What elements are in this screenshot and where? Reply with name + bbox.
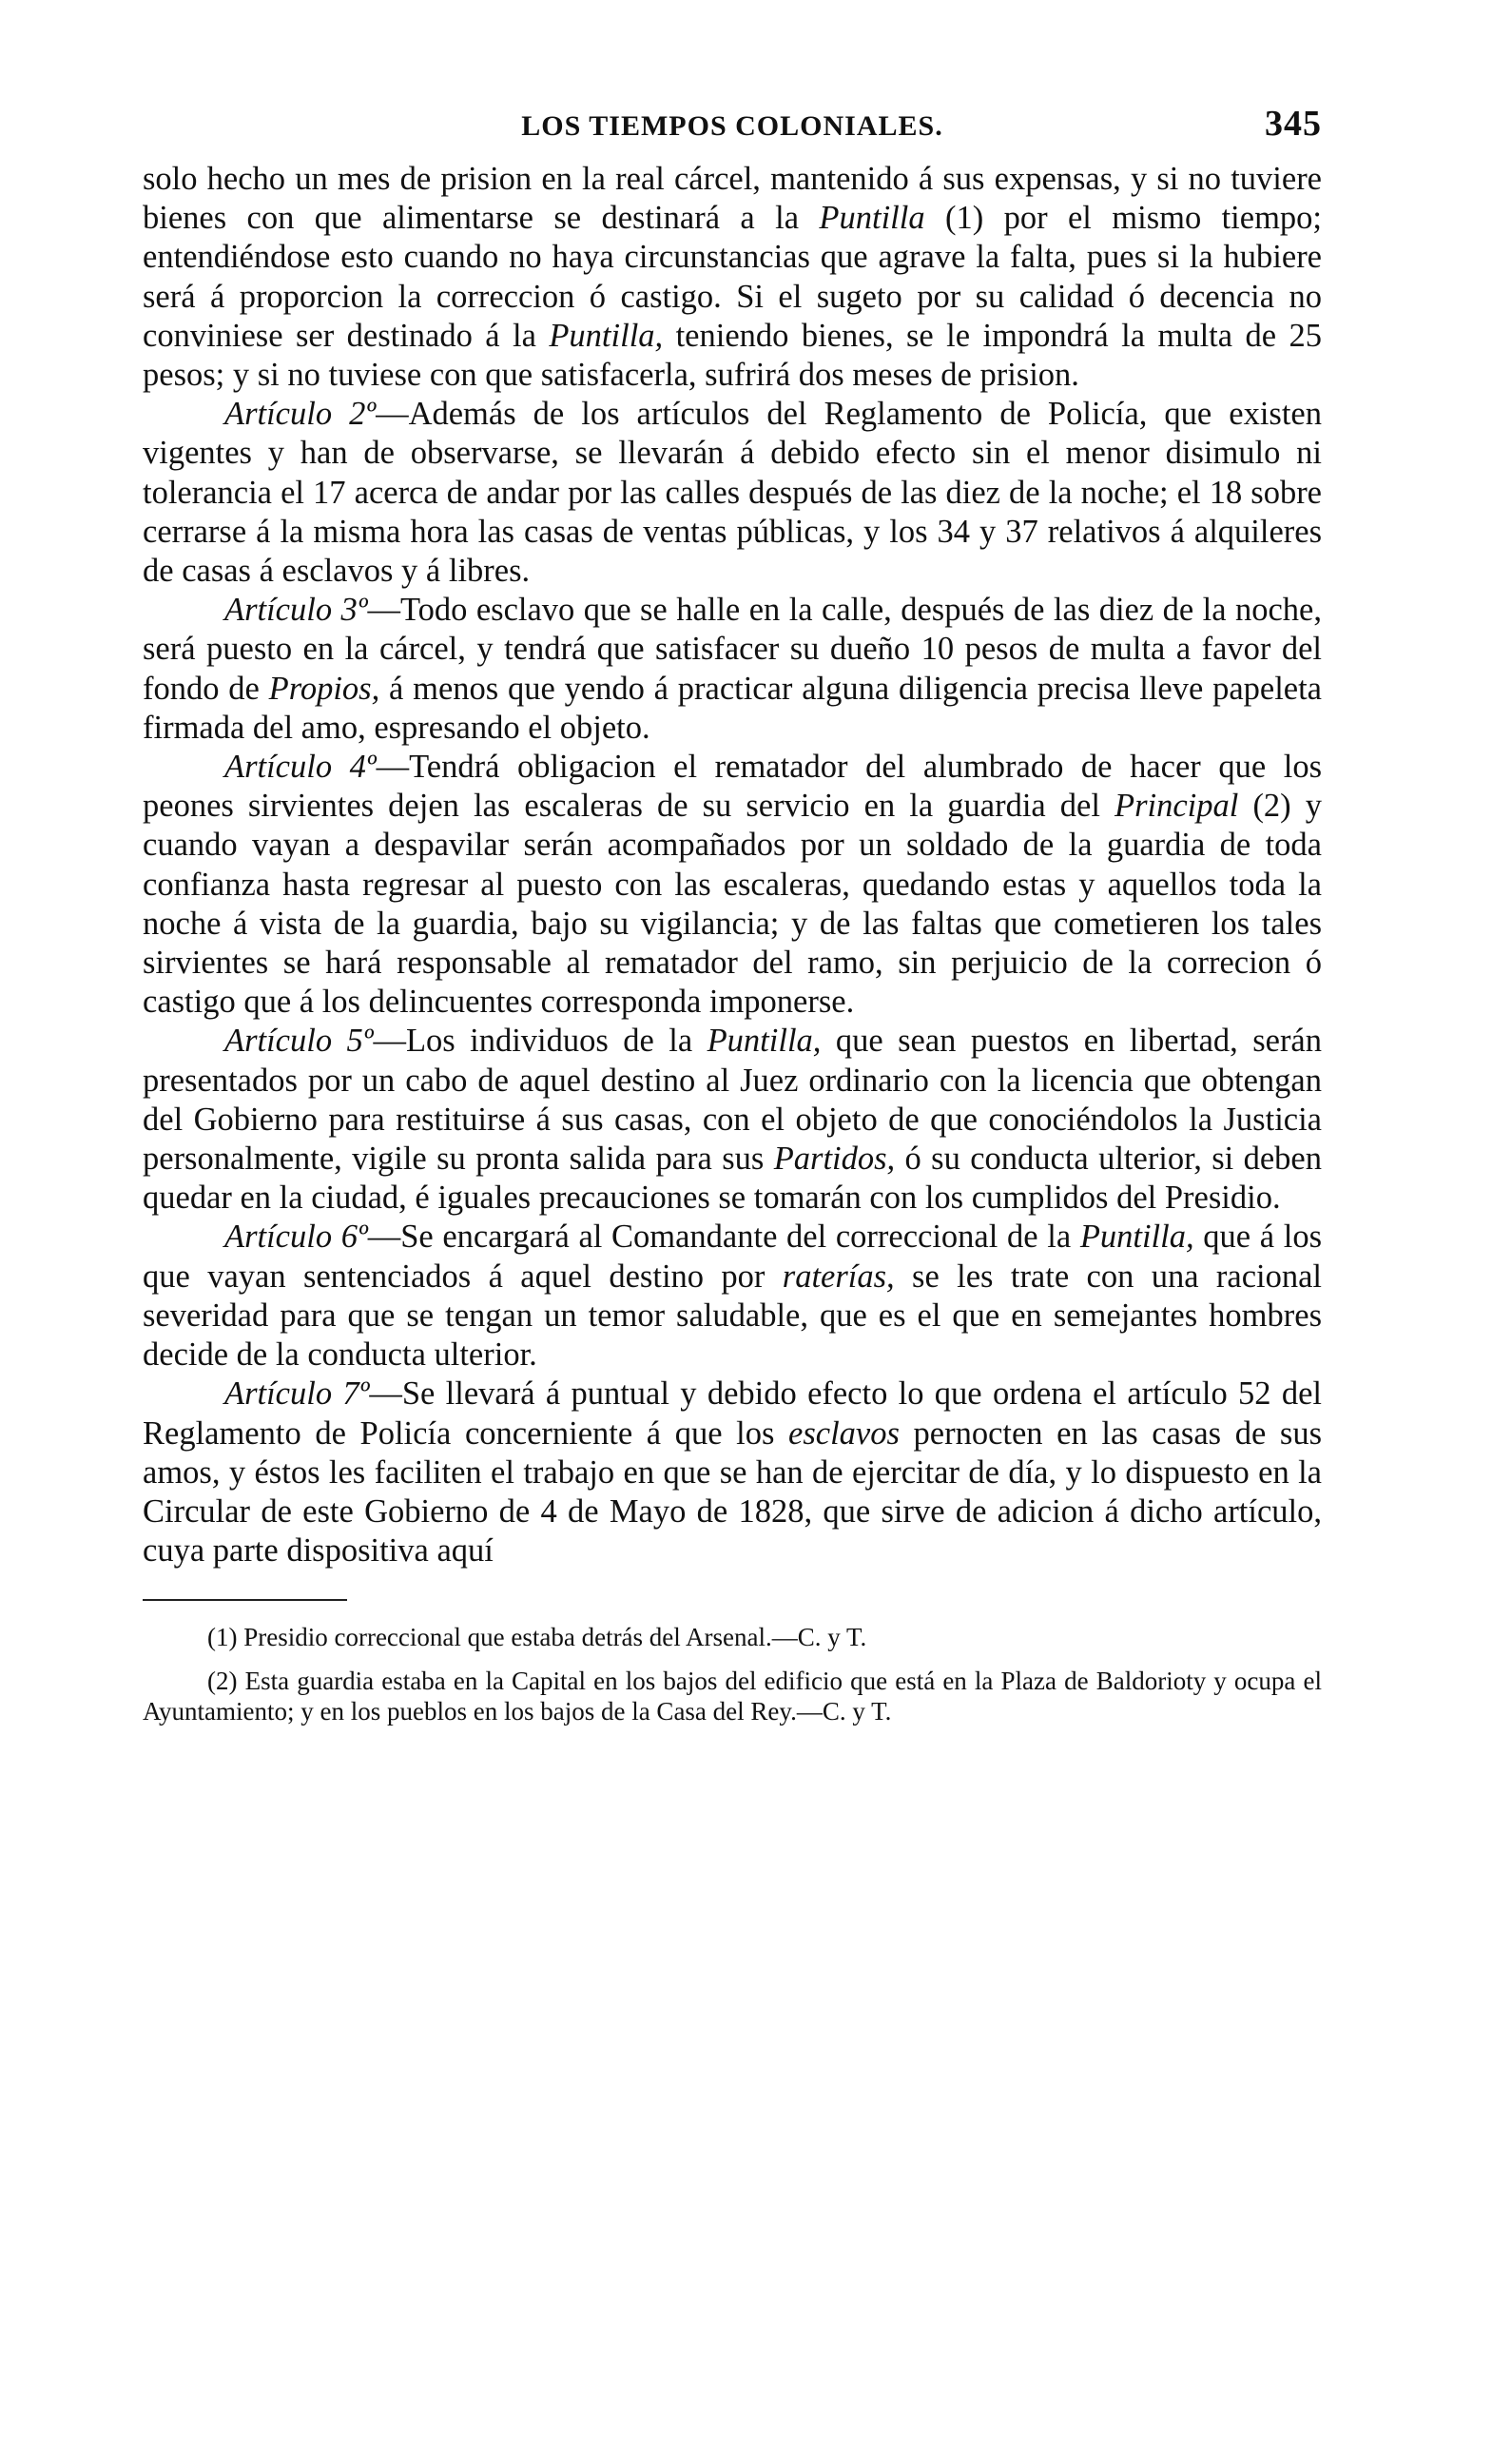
book-page <box>143 103 1322 1740</box>
italic-text: raterías, <box>782 1258 895 1295</box>
paragraph <box>143 395 1322 591</box>
paragraph <box>143 160 1322 395</box>
italic-text: esclavos <box>788 1414 900 1452</box>
italic-text: Artículo 4º <box>224 749 377 786</box>
running-header <box>143 103 1322 160</box>
italic-text: Artículo 5º <box>224 1023 374 1060</box>
paragraph <box>143 1022 1322 1218</box>
text-run: —Se llevará á puntual y debido efecto lo que ordena el artículo 52 del Reglamento de Policía concerniente á que los <box>143 1375 1323 1452</box>
italic-text: Artículo 7º <box>224 1375 370 1413</box>
text-run: ó su conducta ulterior, si deben quedar en la ciudad, é iguales precauciones se tomarán con los cumplidos del Presidio. <box>143 1141 1322 1217</box>
paragraph <box>143 1218 1322 1375</box>
italic-text: Principal <box>1115 788 1239 825</box>
text-run: que sean puestos en libertad, serán presentados por un cabo de aquel destino al Juez ordinario con la licencia que obtengan del Gobierno para restituirse á sus casas, con el objeto de que conociéndolos la Justicia personalmente, vigile su pronta salida para sus <box>143 1023 1322 1178</box>
text-run: —Se encargará al Comandante del correccional de la <box>367 1219 1080 1256</box>
footnotes <box>143 1622 1322 1726</box>
text-run: —Todo esclavo que se halle en la calle, después de las diez de la noche, será puesto en la cárcel, y tendrá que satisfacer su dueño 10 pesos de multa a favor del fondo de <box>143 592 1322 707</box>
italic-text: Artículo 3º <box>224 592 368 629</box>
footnote-1: (1) Presidio correccional que estaba detrás del Arsenal.—C. y T. <box>207 1623 867 1652</box>
footnote-2: (2) Esta guardia estaba en la Capital en los bajos del edificio que está en la Plaza de Baldorioty y ocupa el Ayuntamiento; y en los pueblos en los bajos de la Casa del Rey.—C. y T. <box>143 1667 1322 1726</box>
body-text <box>143 160 1322 1570</box>
text-run: solo hecho un mes de prision en la real cárcel, mantenido á sus expensas, y si no tuviere bienes con que alimentarse se destinará a la <box>143 161 1322 237</box>
text-run: que á los que vayan sentenciados á aquel destino por <box>143 1219 1323 1295</box>
running-title: LOS TIEMPOS COLONIALES. <box>521 110 943 142</box>
italic-text: Puntilla, <box>1079 1219 1194 1256</box>
page-number: 345 <box>1265 104 1322 144</box>
text-run: —Además de los artículos del Reglamento de Policía, que existen vigentes y han de observarse, se llevarán á debido efecto sin el menor disimulo ni tolerancia el 17 acerca de andar por las calles después de las diez de la noche; el 18 sobre cerrarse á la misma hora las casas de ventas públicas, y los 34 y 37 relativos á alquileres de casas á esclavos y á libres. <box>143 396 1322 590</box>
text-run: —Tendrá obligacion el rematador del alumbrado de hacer que los peones sirvientes dejen las escaleras de su servicio en la guardia del <box>143 749 1322 825</box>
text-run: teniendo bienes, se le impondrá la multa de 25 pesos; y si no tuviese con que satisfacerla, sufrirá dos meses de prision. <box>143 317 1322 394</box>
italic-text: Puntilla <box>819 200 925 237</box>
text-run: pernocten en las casas de sus amos, y éstos les faciliten el trabajo en que se han de ejercitar de día, y lo dispuesto en la Circular de este Gobierno de 4 de Mayo de 1828, que sirve de adicion á dicho artículo, cuya parte dispositiva aquí <box>143 1414 1322 1570</box>
text-run: á menos que yendo á practicar alguna diligencia precisa lleve papeleta firmada del amo, espresando el objeto. <box>143 670 1322 746</box>
text-run: —Los individuos de la <box>373 1023 708 1060</box>
footnote-divider <box>143 1599 347 1601</box>
paragraph <box>143 748 1322 1022</box>
italic-text: Artículo 2º <box>224 396 377 433</box>
paragraph <box>143 1375 1322 1570</box>
italic-text: Puntilla, <box>707 1023 822 1060</box>
italic-text: Artículo 6º <box>224 1219 368 1256</box>
italic-text: Propios, <box>268 670 380 707</box>
paragraph <box>143 591 1322 748</box>
text-run: (1) por el mismo tiempo; entendiéndose esto cuando no haya circunstancias que agrave la falta, pues si la hubiere será á proporcion la correccion ó castigo. Si el sugeto por su calidad ó decencia no conviniese ser destinado á la <box>143 200 1322 354</box>
italic-text: Puntilla, <box>549 317 664 354</box>
text-run: (2) y cuando vayan a despavilar serán acompañados por un soldado de la guardia de toda confianza hasta regresar al puesto con las escaleras, quedando estas y aquellos toda la noche á vista de la guardia, bajo su vigilancia; y de las faltas que cometieren los tales sirvientes se hará responsable al rematador del ramo, sin perjuicio de la correcion ó castigo que á los delincuentes corresponda imponerse. <box>143 788 1322 1021</box>
italic-text: Partidos, <box>773 1141 896 1178</box>
text-run: se les trate con una racional severidad para que se tengan un temor saludable, que es el que en semejantes hombres decide de la conducta ulterior. <box>143 1258 1322 1374</box>
